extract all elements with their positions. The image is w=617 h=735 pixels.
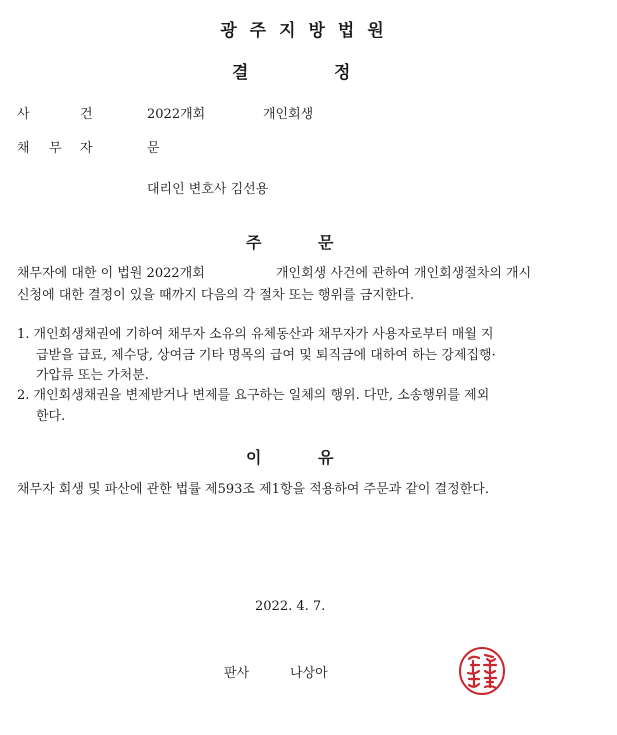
case-type: 개인회생 (263, 107, 314, 122)
debtor-label-char-3: 자 (80, 141, 93, 156)
debtor-name: 문 (147, 141, 160, 156)
order-heading-char-2: 문 (318, 233, 334, 252)
judge-name: 나상아 (290, 666, 328, 681)
judge-seal-stamp (457, 645, 507, 697)
case-label-char-1: 사 (17, 107, 30, 122)
reason-heading-char-1: 이 (246, 448, 262, 467)
order-intro-line-1b: 개인회생 사건에 관하여 개인회생절차의 개시 (276, 266, 532, 281)
order-intro-line-2: 신청에 대한 결정이 있을 때까지 다음의 각 절차 또는 행위를 금지한다. (17, 288, 415, 303)
court-name: 광주지방법원 (220, 21, 397, 41)
order-item-1-line-2: 급받을 급료, 제수당, 상여금 기타 명목의 급여 및 퇴직금에 대하여 하는 강제집행· (36, 348, 496, 363)
judge-title: 판사 (224, 666, 250, 681)
case-row (0, 103, 617, 121)
order-heading (0, 230, 617, 250)
reason-heading-char-2: 유 (318, 448, 334, 467)
order-intro-line-1a: 채무자에 대한 이 법원 2022개회 (17, 266, 205, 281)
debtor-label-char-1: 채 (17, 141, 30, 156)
case-label-char-2: 건 (80, 107, 93, 122)
case-number: 2022개회 (147, 107, 206, 122)
reason-heading (0, 445, 617, 465)
order-item-2-line-1: 2. 개인회생채권을 변제받거나 변제를 요구하는 일체의 행위. 다만, 소송행위를 제외 (17, 388, 490, 403)
order-item-1-line-3: 가압류 또는 가처분. (36, 368, 149, 383)
order-item-1-line-1: 1. 개인회생채권에 기하여 채무자 소유의 유체동산과 채무자가 사용자로부터 매월 지 (17, 327, 494, 342)
order-heading-char-1: 주 (246, 233, 262, 252)
decision-date: 2022. 4. 7. (255, 599, 326, 614)
debtor-agent: 대리인 변호사 김선용 (147, 182, 269, 197)
debtor-label-char-2: 무 (49, 141, 62, 156)
order-item-2-line-2: 한다. (36, 409, 66, 424)
reason-text: 채무자 회생 및 파산에 관한 법률 제593조 제1항을 적용하여 주문과 같이 결정한다. (17, 482, 489, 497)
debtor-row (0, 137, 617, 155)
document-title-char-2: 정 (334, 63, 351, 83)
document-title-char-1: 결 (232, 63, 249, 83)
